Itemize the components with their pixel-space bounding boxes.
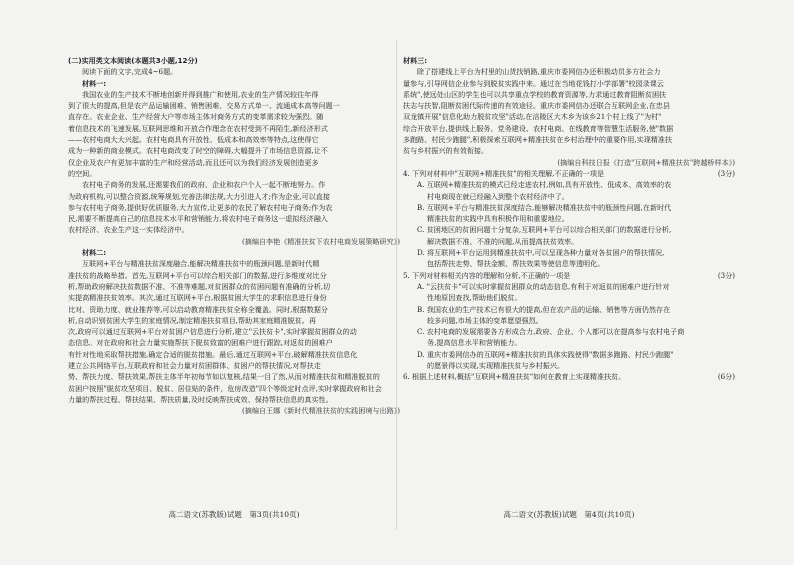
text-line: 性地原因查找,帮助他们脱贫。 — [427, 293, 522, 303]
text-line: 的愿景得以实现,实现精准扶贫与乡村振兴。 — [427, 361, 565, 371]
question-points: (3分) — [717, 270, 735, 280]
question-line — [403, 371, 735, 382]
question-points: (6分) — [717, 372, 735, 382]
source-citation: (摘编自科技日报《打造"互联网+精准扶贫"跨越桥样本》) — [557, 157, 735, 167]
text-line: 的空间。 — [68, 168, 97, 178]
text-line: 务,提高信息水平和营销能力。 — [427, 338, 522, 348]
question-text: 6. 根据上述材料,概括"互联网+精准扶贫"如何在教育上实现精准扶贫。 — [403, 372, 626, 382]
text-line: 力量的帮扶过程、帮扶结果、帮扶质量,及时反映帮扶成效、保持帮扶信息的真实性。 — [68, 394, 333, 404]
text-line: 包括帮扶走势、帮扶金额、帮扶效果等使信息等透明化。 — [427, 259, 605, 269]
text-line: 除了搭建线上平台为村里的山货找销路,重庆市委网信办还积极动员多方社会力 — [417, 67, 661, 77]
section-heading: 材料一: — [82, 78, 107, 88]
text-line: 系统",使远处山区的学生也可以共享重点学校的教育资源等,力求通过教育阻断贫困扶 — [403, 89, 667, 99]
right-page-footer: 高二语文(苏教版)试题 第4页(共10页) — [503, 510, 635, 519]
text-line: 贫困户按照"脱贫攻坚项目、脱贫、居住贴的条件、危房改造"四个等级定时点评,实时掌握政府和社会 — [68, 383, 382, 393]
text-line: 析,自动识别贫困大学生的家庭情况,制定精准扶贫项目,帮助其家庭精准脱贫。再 — [68, 315, 316, 325]
text-line: 扶志与扶智,阻断贫困代际传递的有效途径。重庆市委网信办还联合互联网企业,在忠县 — [403, 101, 670, 111]
answer-option: A. "云扶贫卡"可以实时掌握贫困群众的动态信息,有利于对返贫的困难户进行针对 — [417, 281, 670, 291]
text-line: 成为一种新的商业模式。农村电商改变了时空的障碍,大幅提升了市场信息资源,让不 — [68, 146, 328, 156]
text-line: 互联网+平台与精准扶贫深度融合,能解决精准扶贫中的瓶颈问题,是新时代精 — [82, 259, 320, 269]
text-line: 综合开放平台,提供线上服务、党务建设、农村电商、在线教育等智慧生活服务,使"数据 — [403, 123, 674, 133]
text-line: 村电商现在就已经融入到整个农村经济中了。 — [427, 191, 569, 201]
text-line: 仅企业及农户有更加丰富的生产和经营活动,而且还可以为我们经济发展创造更多 — [68, 157, 319, 167]
text-line: 态信息。对在政府和社会力量实施帮扶下脱贫致富的困难户进行跟踪,对返贫的困难户 — [68, 338, 333, 348]
text-line: 多跑路、村民少跑腿",积极探索互联网+精准扶贫在乡村治理中的重要作用,实现精准扶 — [403, 135, 673, 145]
source-citation: (摘编自王娜《新时代精准扶贫的实践困境与出路》) — [241, 406, 400, 416]
text-line: 直存在。农业企业、生产经营大户等市场主体对商务方式的变革需求较为强烈。随 — [68, 112, 324, 122]
text-line: 准扶贫的战略举措。首先,互联网+平台可以综合相关部门的数据,进行多维度对比分 — [68, 270, 327, 280]
answer-option: A. 互联网+精准扶贫的模式已经走进农村,例如,具有开放性、低成本、高效率的农 — [417, 180, 672, 190]
right-page — [403, 55, 735, 531]
answer-option: C. 贫困地区的贫困问题十分复杂,互联网+平台可以综合相关部门的数据进行分析, — [417, 225, 672, 235]
text-line: 精准扶贫的实践中具有积极作用和重要地位。 — [427, 214, 569, 224]
answer-option: B. 我国农业的生产技术已有很大的提高,但在农产品的运输、销售等方面仍然存在 — [417, 304, 671, 314]
section-heading: (二)实用类文本阅读(本题共3小题,12分) — [68, 56, 198, 65]
left-page — [68, 55, 400, 531]
question-text: 5. 下列对材料相关内容的理解和分析,不正确的一项是 — [403, 270, 571, 280]
source-citation: (摘编自李艳《精准扶贫下农村电商发展策略研究》) — [241, 236, 400, 246]
text-line: 农村电子商务的发展,还需要我们的政府、企业和农户个人一起不断地努力。作 — [82, 180, 326, 190]
text-line: 较多问题,市场主体的变革愿望强烈。 — [427, 315, 543, 325]
text-line: 有针对性地采取帮扶措施,确定合适的脱贫措施。最后,通过互联网+平台,破解精准扶贫信息化 — [68, 349, 358, 359]
text-line: 势、帮扶力度、帮扶效果,帮扶主体半年初每节如以复核,结果一目了然,从而对精准扶贫和精准脱贫的 — [68, 372, 380, 382]
text-line: 析,帮助政府解决扶贫数据不准、不准等难题,对贫困群众的贫困问题有准确的分析,切 — [68, 281, 331, 291]
text-line: 着信息技术的飞速发展,互联网思维和开放合作理念在农村受到不再陌生,新经济形式 — [68, 123, 328, 133]
text-line: 阅读下面的文字,完成4~6题。 — [82, 67, 178, 77]
question-points: (3分) — [717, 168, 735, 178]
text-line: 次,政府可以通过互联网+平台对贫困户信息进行分析,建立"云扶贫卡",实时掌握贫困群众的动 — [68, 327, 357, 337]
question-line — [403, 168, 735, 179]
left-page-footer: 高二语文(苏教版)试题 第3页(共10页) — [168, 510, 300, 519]
section-heading: 材料二: — [82, 248, 107, 258]
text-line: 农村经济、农业生产这一实体经济中。 — [68, 225, 189, 235]
text-line: 实提高精准扶贫效率。其次,通过互联网+平台,根据贫困大学生的求职信息进行身份 — [68, 293, 327, 303]
text-line: 我国农业的生产技术不断地创新并得到推广和使用,农业的生产情况较往年得 — [82, 89, 319, 99]
answer-option: C. 农村电商的发展需要各方形成合力,政府、企业、个人都可以在提高参与农村电子商 — [417, 327, 685, 337]
text-line: 为政府机构,可以整合资源,统筹规划,完善法律法规,大力引进人才;作为企业,可以直接 — [68, 191, 330, 201]
section-heading: 材料三: — [403, 56, 428, 65]
question-line — [403, 270, 735, 281]
text-line: 民,需要不断提高自己的信息技术水平和营销能力,将农村电子商务这一虚拟经济融入 — [68, 214, 328, 224]
answer-option: D. 重庆市委网信办的互联网+精准扶贫的具体实践使得"数据多跑路、村民少跑腿" — [417, 349, 674, 359]
text-line: 建立公共网络平台,互联政府和社会力量对贫困群体、贫困户的帮扶情况,对帮扶走 — [68, 361, 321, 371]
answer-option: B. 互联网+平台与精准扶贫深度结合,能够解决精准扶贫中的瓶颈性问题,在新时代 — [417, 202, 672, 212]
question-text: 4. 下列对材料中"互联网+精准扶贫"的相关理解,不正确的一项是 — [403, 168, 605, 178]
text-line: 到了很大的提高,但是农产品运输困难、销售困难、交易方式单一、流通成本高等问题一 — [68, 101, 340, 111]
text-line: 解决数据不准、不准的问题,从而提高扶贫效率。 — [427, 236, 579, 246]
answer-option: D. 将互联网+平台运用到精准扶贫中,可以呈现各种力量对各贫困户的帮扶情况, — [417, 248, 665, 258]
text-line: 比对、资助力度、就业推荐等,可以启动教育精准扶贫全称全覆盖。同时,根据数据分 — [68, 304, 328, 314]
text-line: 贫与乡村振兴的有效衔接。 — [403, 146, 489, 156]
text-line: 双龙镇开展"信息化助力脱贫攻坚"活动,在涪陵区大木乡为该乡21个村上线了"为村" — [403, 112, 662, 122]
text-line: 参与农村电子商务,提供好优质服务,大力宣传,让更多的农民了解农村电子商务;作为农 — [68, 202, 333, 212]
text-line: ——农村电商大大兴起。农村电商具有开放性、低成本和高效率等特点,这使得它 — [68, 135, 319, 145]
text-line: 量参与,引导网信企业参与到脱贫实践中来。通过在当地花钱打小学部署"校园录课云 — [403, 78, 664, 88]
